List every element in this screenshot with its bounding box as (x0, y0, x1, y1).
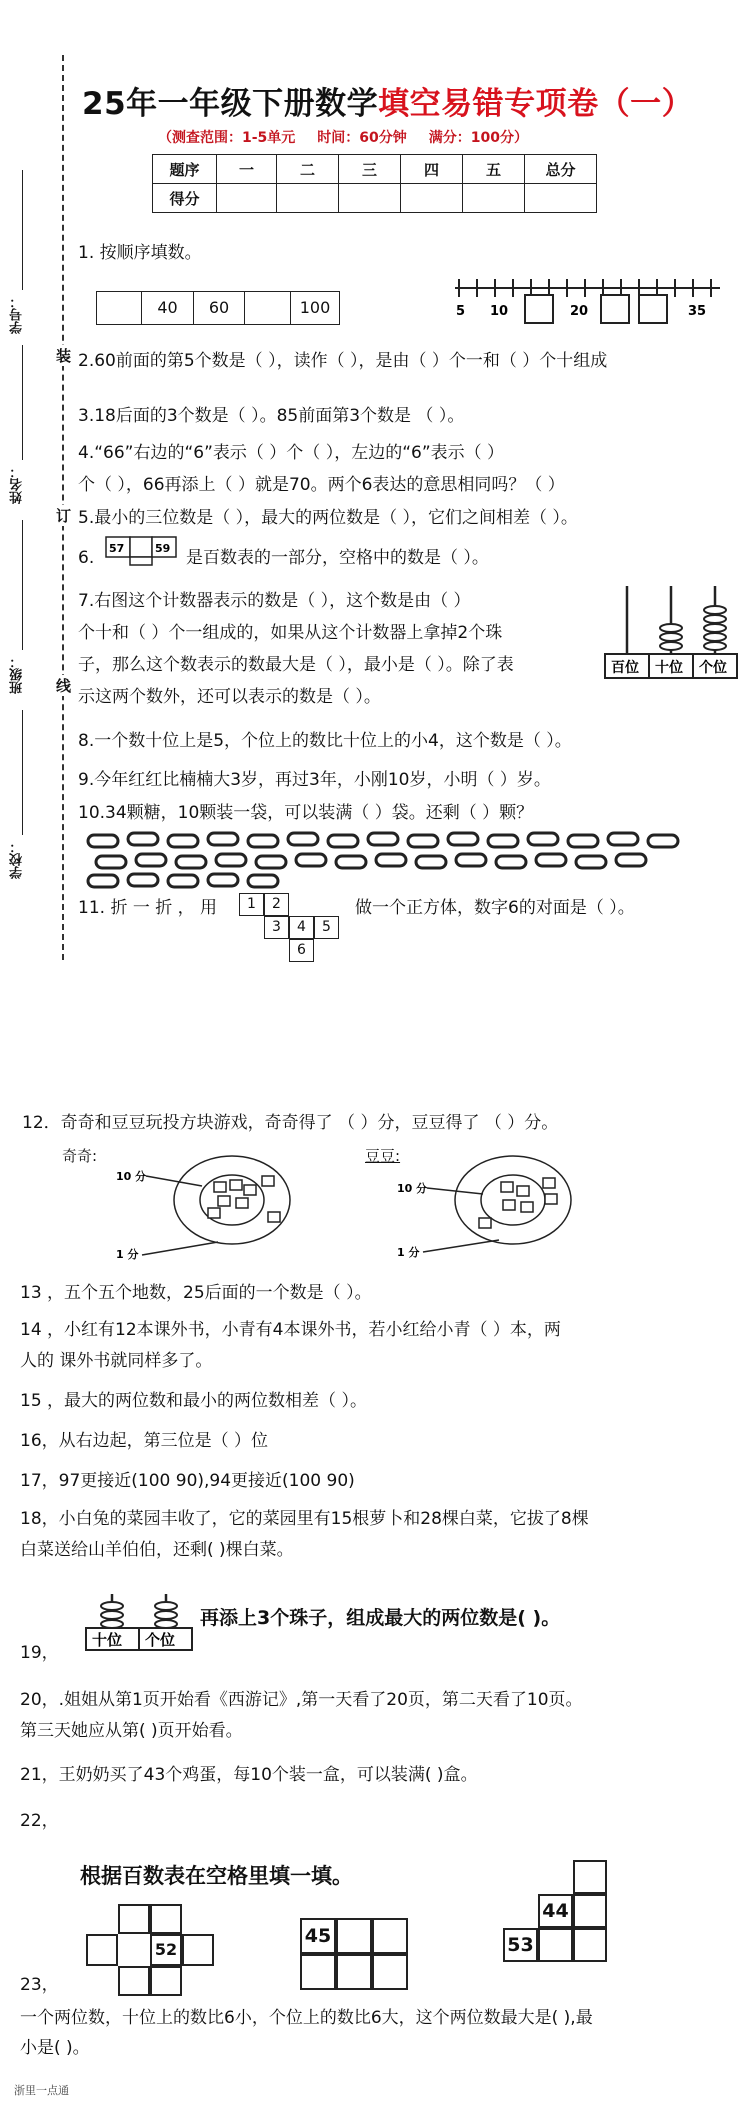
number-line-label: 35 (688, 304, 707, 319)
score-cell: 一 (217, 155, 277, 184)
abacus-label: 个位 (699, 660, 727, 676)
school-label: 学校： (10, 840, 25, 879)
grid-gap (118, 1934, 150, 1964)
name-label: 姓名： (10, 465, 25, 504)
exam-meta (158, 127, 550, 147)
fold-mark: 装 (56, 347, 72, 365)
abacus-label: 十位 (655, 660, 683, 676)
grid-cell-blank[interactable] (372, 1918, 408, 1954)
number-line-label: 10 (490, 304, 509, 319)
score-input[interactable] (217, 184, 277, 213)
cube-net-cell: 4 (289, 916, 314, 939)
question-20-line-1: 20，.姐姐从第1页开始看《西游记》,第一天看了20页，第二天看了10页。 (20, 1690, 583, 1710)
chart-cell-value: 57 (109, 542, 125, 555)
abacus-beads-tens (660, 624, 682, 650)
candy-row-1 (88, 833, 678, 847)
score-input[interactable] (463, 184, 525, 213)
grid-cell-blank[interactable] (573, 1928, 607, 1962)
candy-row-3 (88, 874, 278, 887)
question-22-label: 22， (20, 1811, 59, 1831)
chart-cell-blank[interactable] (130, 557, 152, 565)
question-7-line-2: 个十和（ ）个一组成的，如果从这个计数器上拿掉2个珠 (78, 623, 503, 643)
target-board-qiqi (112, 1150, 292, 1272)
score-input[interactable] (401, 184, 463, 213)
score-cell: 总分 (525, 155, 597, 184)
question-23-line-1: 一个两位数，十位上的数比6小，个位上的数比6大，这个两位数最大是( ),最 (20, 2008, 593, 2028)
fold-mark: 线 (56, 677, 72, 695)
page-gap (0, 990, 743, 1050)
grid-cell-blank[interactable] (182, 1934, 214, 1966)
grid-cell-blank[interactable] (118, 1966, 150, 1996)
question-18-line-1: 18，小白兔的菜园丰收了，它的菜园里有15根萝卜和28棵白菜，它拔了8棵 (20, 1509, 589, 1529)
grid-cell-blank[interactable] (150, 1966, 182, 1996)
meta-time: 时间：60分钟 (317, 130, 407, 146)
question-6: 是百数表的一部分，空格中的数是（ ）。 (186, 548, 489, 568)
chart-cell-value: 59 (155, 542, 171, 555)
abacus-beads-ones (155, 1602, 177, 1628)
sequence-box: 60 (193, 291, 245, 325)
grid-cell-blank[interactable] (573, 1894, 607, 1928)
grid-cell-blank[interactable] (300, 1954, 336, 1990)
question-12: 12．奇奇和豆豆玩投方块游戏，奇奇得了 （ ）分，豆豆得了 （ ）分。 (22, 1113, 559, 1133)
question-15: 15 ，最大的两位数和最小的两位数相差（ ）。 (20, 1391, 367, 1411)
hundred-chart-fragment (105, 536, 183, 566)
score-cell: 三 (339, 155, 401, 184)
score-cell: 题序 (153, 155, 217, 184)
cube-net-cell: 5 (314, 916, 339, 939)
sequence-box: 100 (290, 291, 340, 325)
question-21: 21，王奶奶买了43个鸡蛋，每10个装一盒，可以装满( )盒。 (20, 1765, 478, 1785)
question-11-part-1: 11. 折 一 折 ， 用 (78, 898, 218, 918)
grid-cell-blank[interactable] (86, 1934, 118, 1966)
ring-label: 10 分 (397, 1182, 428, 1195)
number-line-answer-box[interactable] (601, 295, 629, 323)
score-value-row (153, 184, 597, 213)
grid-cell-number: 44 (538, 1894, 573, 1928)
question-11-part-2: 做一个正方体，数字6的对面是（ ）。 (355, 898, 635, 918)
ring-label: 10 分 (116, 1170, 147, 1183)
question-3: 3.18后面的3个数是（ ）。85前面第3个数是 （ ）。 (78, 406, 465, 426)
student-id-line (22, 170, 23, 290)
number-line-svg (455, 275, 725, 325)
question-6-label: 6. (78, 548, 95, 568)
title-prefix: 25年一年级下册数学 (82, 86, 379, 122)
answer-box[interactable] (96, 291, 142, 325)
sequence-box: 40 (141, 291, 194, 325)
question-10: 10.34颗糖，10颗装一袋，可以装满（ ）袋。还剩（ ）颗？ (78, 803, 534, 823)
target-board-doudou (393, 1150, 573, 1272)
question-9: 9.今年红红比楠楠大3岁，再过3年，小刚10岁，小明（ ）岁。 (78, 770, 551, 790)
page-title (82, 78, 693, 123)
chart-cell-blank[interactable] (130, 537, 152, 557)
question-23-line-2: 小是( )。 (20, 2038, 90, 2058)
question-14-line-1: 14 ，小红有12本课外书，小青有4本课外书，若小红给小青（ ）本，两 (20, 1320, 561, 1340)
page-1 (0, 0, 743, 1050)
number-line-answer-box[interactable] (639, 295, 667, 323)
question-5: 5.最小的三位数是（ ），最大的两位数是（ ），它们之间相差（ ）。 (78, 508, 578, 528)
grid-cell-blank[interactable] (336, 1918, 372, 1954)
grid-cell-blank[interactable] (538, 1928, 573, 1962)
ring-label: 1 分 (397, 1246, 420, 1259)
score-input[interactable] (339, 184, 401, 213)
answer-box[interactable] (244, 291, 291, 325)
question-7-line-1: 7.右图这个计数器表示的数是（ ），这个数是由（ ） (78, 591, 471, 611)
number-line-label: 20 (570, 304, 589, 319)
number-line (455, 275, 725, 329)
grid-cell-blank[interactable] (573, 1860, 607, 1894)
abacus-2-digit (84, 1590, 196, 1652)
score-cell: 五 (463, 155, 525, 184)
player-name: 豆豆: (365, 1147, 401, 1165)
question-20-line-2: 第三天她应从第( )页开始看。 (20, 1721, 243, 1741)
name-line (22, 345, 23, 460)
question-23-label: 23， (20, 1975, 59, 1995)
abacus-label: 十位 (92, 1631, 123, 1649)
question-16: 16，从右边起，第三位是（ ）位 (20, 1431, 269, 1451)
grid-cell-blank[interactable] (118, 1904, 150, 1934)
class-line (22, 520, 23, 650)
fold-mark: 订 (56, 507, 72, 525)
question-18-line-2: 白菜送给山羊伯伯，还剩( )棵白菜。 (20, 1540, 294, 1560)
question-17: 17，97更接近(100 90),94更接近(100 90) (20, 1471, 355, 1491)
class-label: 班级： (10, 655, 25, 694)
abacus-beads-tens (101, 1602, 123, 1628)
question-1: 1. 按顺序填数。 (78, 243, 202, 263)
abacus-beads-ones (704, 606, 726, 650)
question-7-line-3: 子，那么这个数表示的数最大是（ ），最小是（ ）。除了表 (78, 655, 514, 675)
question-19-label: 19， (20, 1643, 59, 1663)
page-2 (0, 1050, 743, 2104)
cube-net-cell: 3 (264, 916, 289, 939)
number-line-label: 5 (456, 304, 466, 319)
grid-cell-number: 53 (503, 1928, 538, 1962)
abacus-3-digit (603, 580, 741, 680)
meta-scope: （测查范围：1-5单元 (158, 130, 296, 146)
student-id-label: 学号： (10, 295, 25, 334)
score-cell: 二 (277, 155, 339, 184)
ring-label: 1 分 (116, 1248, 139, 1261)
score-cell: 得分 (153, 184, 217, 213)
question-8: 8.一个数十位上是5，个位上的数比十位上的小4，这个数是（ ）。 (78, 731, 572, 751)
grid-cell-blank[interactable] (150, 1904, 182, 1934)
question-4-line-2: 个（ ），66再添上（ ）就是70。两个6表达的意思相同吗？（ ） (78, 475, 565, 495)
question-13: 13 ，五个五个地数，25后面的一个数是（ ）。 (20, 1283, 372, 1303)
grid-cell-number: 52 (150, 1934, 182, 1966)
abacus-label: 百位 (611, 660, 639, 676)
score-input[interactable] (277, 184, 339, 213)
question-22-heading: 根据百数表在空格里填一填。 (80, 1864, 353, 1888)
number-line-answer-box[interactable] (525, 295, 553, 323)
meta-score: 满分：100分） (428, 130, 529, 146)
grid-cell-blank[interactable] (372, 1954, 408, 1990)
footer-watermark: 浙里一点通 (14, 2084, 69, 2097)
cube-net-cell: 1 (239, 893, 264, 916)
question-4-line-1: 4.“66”右边的“6”表示（ ）个（ ），左边的“6”表示（ ） (78, 443, 505, 463)
grid-cell-blank[interactable] (336, 1954, 372, 1990)
score-table (152, 154, 597, 213)
question-7-line-4: 示这两个数外，还可以表示的数是（ ）。 (78, 687, 381, 707)
title-highlight: 填空易错专项卷（一） (378, 86, 694, 122)
player-name: 奇奇: (62, 1147, 98, 1165)
score-input[interactable] (525, 184, 597, 213)
abacus-label: 个位 (145, 1631, 176, 1649)
question-2: 2.60前面的第5个数是（ ），读作（ ），是由（ ）个一和（ ）个十组成 (78, 351, 608, 371)
cube-net-cell: 2 (264, 893, 289, 916)
score-cell: 四 (401, 155, 463, 184)
question-19: 再添上3个珠子，组成最大的两位数是( )。 (200, 1607, 561, 1629)
question-14-line-2: 人的 课外书就同样多了。 (20, 1351, 213, 1371)
cube-net-cell: 6 (289, 939, 314, 962)
score-header-row (153, 155, 597, 184)
candy-row-2 (96, 854, 646, 868)
school-line (22, 710, 23, 835)
candy-illustration (86, 830, 686, 890)
grid-cell-number: 45 (300, 1918, 336, 1954)
